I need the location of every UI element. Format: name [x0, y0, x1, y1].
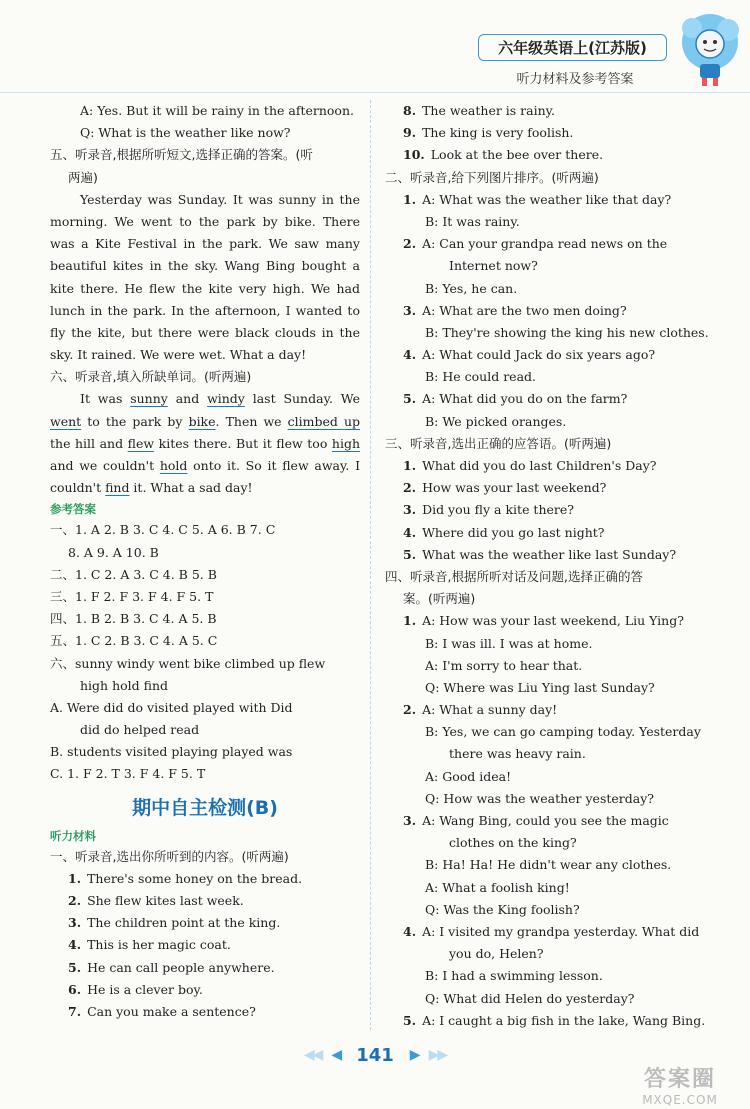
section-5-title: 五、听录音,根据所听短文,选择正确的答案。(听: [50, 147, 313, 163]
section-1-title: 一、听录音,选出你所听到的内容。(听两遍): [50, 848, 289, 864]
dialogue-line: B: I had a swimming lesson.: [425, 968, 603, 984]
list-item: 4. Where did you go last night?: [403, 524, 605, 540]
passage-line: lunch in the park. In the afternoon, I wanted to: [50, 302, 360, 318]
dialogue-line: A: What a foolish king!: [425, 879, 570, 895]
section-4-title-cont: 案。(听两遍): [403, 591, 476, 607]
answers-heading: 参考答案: [50, 502, 96, 517]
dialogue-line: B: Yes, we can go camping today. Yesterday: [425, 724, 701, 740]
answer-key: [50, 519, 360, 785]
blank-answer: flew: [127, 435, 155, 451]
prev-arrow-icon: ◀◀: [303, 1047, 322, 1063]
list-item: 8. The weather is rainy.: [403, 103, 556, 118]
left-column: [50, 100, 360, 1023]
section-6-title: 六、听录音,填入所缺单词。(听两遍): [50, 369, 252, 385]
blank-answer: climbed up: [287, 413, 361, 429]
dialogue-line: 3. A: Wang Bing, could you see the magic: [403, 813, 669, 828]
passage-line: the hill and flew kites there. But it flew too high: [50, 435, 361, 451]
watermark: [615, 1062, 745, 1106]
answer-line: B. students visited playing played was: [50, 744, 293, 760]
dialogue-line: A: Yes. But it will be rainy in the afternoon.: [80, 103, 354, 118]
dialogue-line: there was heavy rain.: [449, 746, 586, 762]
passage-line: fly the kite, but there were black clouds in the: [50, 324, 360, 340]
list-item: 5. He can call people anywhere.: [68, 959, 275, 975]
dialogue-line: B: Yes, he can.: [425, 280, 518, 296]
dialogue-line: B: We picked oranges.: [425, 413, 567, 429]
dialogue-line: 3. A: What are the two men doing?: [403, 302, 627, 318]
answer-line: C. 1. F 2. T 3. F 4. F 5. T: [50, 766, 206, 782]
passage-line: beautiful kites in the sky. Wang Bing bought a: [50, 258, 360, 274]
passage-line: was a Kite Festival in the park. We saw many: [50, 236, 360, 252]
blank-answer: sunny: [130, 391, 168, 407]
dialogue-line: Q: Where was Liu Ying last Sunday?: [425, 679, 655, 695]
prev-arrow-icon: ◀: [331, 1047, 341, 1063]
header-rule: [0, 92, 750, 93]
page-number: 141: [356, 1044, 394, 1066]
dialogue-line: B: It was rainy.: [425, 213, 520, 229]
list-item: 2. She flew kites last week.: [68, 893, 244, 908]
dialogue-line: B: Ha! Ha! He didn't wear any clothes.: [425, 857, 672, 873]
dialogue-line: A: Good idea!: [425, 768, 512, 784]
passage-line: morning. We went to the park by bike. There: [50, 213, 360, 229]
list-item: 7. Can you make a sentence?: [68, 1003, 256, 1019]
list-item: 4. This is her magic coat.: [68, 937, 231, 953]
dialogue-line: B: They're showing the king his new clothes.: [425, 324, 709, 340]
dialogue-line: 1. A: How was your last weekend, Liu Ying?: [403, 613, 684, 629]
watermark-url: MXQE.COM: [642, 1093, 718, 1107]
passage-line: sky. It rained. We were wet. What a day!: [50, 347, 307, 363]
list-item: 9. The king is very foolish.: [403, 125, 574, 141]
right-column: [385, 100, 709, 1032]
exam-title: 期中自主检测(B): [132, 796, 278, 819]
passage-line: Yesterday was Sunday. It was sunny in the: [80, 191, 360, 207]
dialogue-line: Q: How was the weather yesterday?: [425, 790, 654, 806]
list-item: 6. He is a clever boy.: [68, 981, 203, 997]
blank-answer: find: [105, 480, 130, 496]
dialogue-line: Q: Was the King foolish?: [425, 901, 580, 917]
list-item: 5. What was the weather like last Sunday?: [403, 546, 677, 562]
dialogue-line: 5. A: What did you do on the farm?: [403, 391, 628, 407]
dialogue-line: B: I was ill. I was at home.: [425, 635, 593, 651]
answer-line: 五、1. C 2. B 3. C 4. A 5. C: [50, 633, 218, 649]
blank-answer: windy: [207, 391, 245, 407]
section-2-dialogues: [385, 189, 709, 433]
book-title-box: [478, 34, 667, 61]
answer-line: A. Were did do visited played with Did: [50, 699, 293, 715]
section-1-items: [50, 868, 360, 1023]
dialogue-line: 4. A: I visited my grandpa yesterday. What did: [403, 923, 700, 939]
answer-line: high hold find: [80, 677, 169, 693]
section-3-items: [385, 455, 691, 566]
answer-line: 四、1. B 2. B 3. C 4. A 5. B: [50, 611, 217, 627]
passage-line: kite there. He flew the kite very high. We had: [50, 280, 360, 296]
answer-line: 一、1. A 2. B 3. C 4. C 5. A 6. B 7. C: [50, 522, 276, 538]
list-item: 2. How was your last weekend?: [403, 480, 607, 496]
section-6-passage: [50, 388, 360, 499]
dialogue-line: 1. A: What was the weather like that day?: [403, 191, 672, 207]
listening-heading: 听力材料: [50, 828, 96, 843]
next-arrow-icon: ▶: [409, 1047, 419, 1063]
answer-line: 三、1. F 2. F 3. F 4. F 5. T: [50, 588, 214, 604]
answer-line: did do helped read: [80, 722, 200, 738]
watermark-logo-text: 答案圈: [643, 1067, 716, 1092]
list-item: 1. What did you do last Children's Day?: [403, 458, 657, 473]
book-title: 六年级英语上(江苏版): [498, 39, 647, 57]
section-3-title: 三、听录音,选出正确的应答语。(听两遍): [385, 435, 612, 451]
dialogue-line: 2. A: Can your grandpa read news on the: [403, 236, 668, 252]
section-4-dialogues: [385, 610, 706, 1032]
passage-line: went to the park by bike. Then we climbed up: [50, 413, 361, 429]
dialogue-line: you do, Helen?: [449, 946, 544, 962]
list-item: 10. Look at the bee over there.: [403, 147, 604, 163]
answer-line: 二、1. C 2. A 3. C 4. B 5. B: [50, 566, 217, 582]
passage-line: It was sunny and windy last Sunday. We: [80, 391, 361, 407]
next-arrow-icon: ▶▶: [428, 1047, 447, 1063]
passage-line: and we couldn't hold onto it. So it flew away. I: [50, 458, 361, 473]
section-4-title: 四、听录音,根据所听对话及问题,选择正确的答: [385, 568, 643, 584]
mascot-illustration: [670, 8, 746, 88]
section-2-title: 二、听录音,给下列图片排序。(听两遍): [385, 169, 599, 185]
answer-line: 8. A 9. A 10. B: [68, 544, 159, 560]
list-item: 1. There's some honey on the bread.: [68, 870, 303, 886]
dialogue-line: Q: What did Helen do yesterday?: [425, 990, 635, 1006]
dialogue-line: 5. A: I caught a big fish in the lake, Wang Bing.: [403, 1012, 706, 1028]
list-item: 3. The children point at the king.: [68, 915, 281, 931]
blank-answer: bike: [188, 413, 216, 429]
column-divider: [370, 100, 371, 1030]
dialogue-line: 2. A: What a sunny day!: [403, 702, 558, 718]
blank-answer: high: [331, 435, 361, 451]
book-subtitle: 听力材料及参考答案: [516, 72, 634, 87]
dialogue-line: clothes on the king?: [449, 835, 577, 851]
dialogue-line: A: I'm sorry to hear that.: [425, 657, 583, 673]
section-5-passage: [50, 189, 360, 367]
dialogue-line: Internet now?: [449, 258, 538, 274]
blank-answer: went: [50, 413, 82, 429]
list-item: 3. Did you fly a kite there?: [403, 502, 574, 518]
blank-answer: hold: [159, 458, 188, 473]
dialogue-line: B: He could read.: [425, 369, 536, 385]
section-5-title-cont: 两遍): [68, 169, 98, 185]
passage-line: couldn't find it. What a sad day!: [50, 480, 253, 496]
answer-line: 六、sunny windy went bike climbed up flew: [50, 655, 326, 671]
dialogue-line: Q: What is the weather like now?: [80, 125, 291, 141]
dialogue-line: 4. A: What could Jack do six years ago?: [403, 347, 656, 363]
